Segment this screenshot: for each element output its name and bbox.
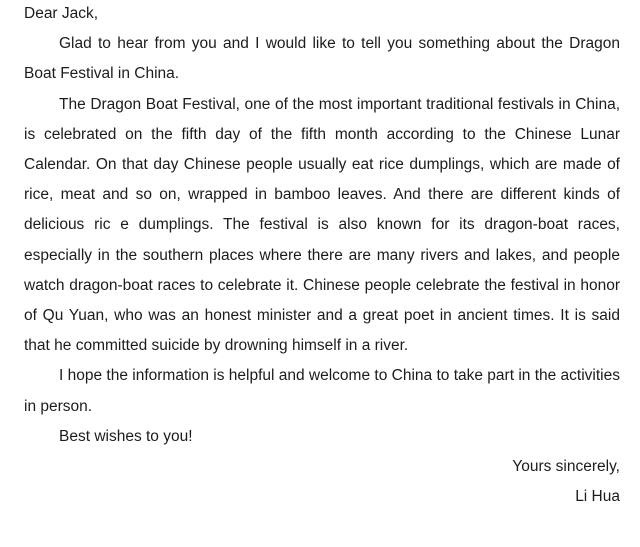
salutation: Dear Jack, xyxy=(24,5,99,22)
paragraph-invitation: I hope the information is helpful and welcome to China to take part in the activities in person. xyxy=(24,367,620,415)
paragraph-intro: Glad to hear from you and I would like to tell you something about the Dragon Boat Festival in China. xyxy=(24,35,620,83)
signature: Li Hua xyxy=(575,488,620,506)
closing: Yours sincerely, xyxy=(512,458,620,476)
paragraph-festival-description: The Dragon Boat Festival, one of the most important traditional festivals in China, is celebrated on the fifth day of the fifth month according to the Chinese Lunar Calendar. On that day Chinese people usually eat rice dumplings, which are made of rice, meat and so on, wrapped in bamboo leaves. And there are different kinds of delicious ric e dumplings. The festival is also known for its dragon-boat races, especially in the southern places where there are many rivers and lakes, and people watch dragon-boat races to celebrate it. Chinese people celebrate the festival in honor of Qu Yuan, who was an honest minister and a great poet in ancient times. It is said that he committed suicide by drowning himself in a river. xyxy=(24,95,620,355)
letter xyxy=(24,0,620,512)
paragraph-best-wishes: Best wishes to you! xyxy=(59,427,193,445)
